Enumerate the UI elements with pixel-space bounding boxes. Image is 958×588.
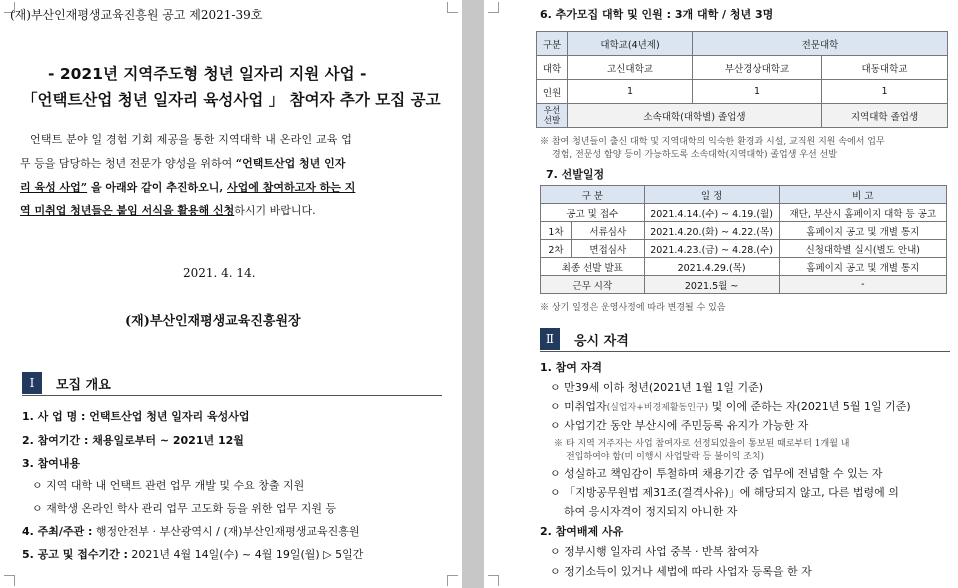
table-cell: 2021.4.14.(수) ~ 4.19.(월) bbox=[644, 204, 779, 222]
crop-mark bbox=[4, 575, 15, 586]
intro-line-4: 역 미취업 청년들은 붙임 서식을 활용해 신청하시기 바랍니다. bbox=[20, 204, 316, 217]
section-2-header bbox=[540, 328, 950, 350]
section-title: 모집 개요 bbox=[56, 377, 111, 393]
table-cell: 소속대학(대학별) 졸업생 bbox=[568, 104, 822, 128]
crop-mark bbox=[488, 575, 499, 586]
page-gap bbox=[462, 0, 484, 588]
section-number: Ⅰ bbox=[22, 372, 42, 394]
table-cell: 2021.5월 ~ bbox=[644, 276, 779, 294]
table-cell: 1 bbox=[693, 80, 822, 104]
table-header: 일 정 bbox=[644, 186, 779, 204]
eligibility-subtitle: 1. 참여 자격 bbox=[540, 361, 602, 374]
eligibility-bullet: ㅇ 성실하고 책임감이 투철하며 채용기간 중 업무에 전념할 수 있는 자 bbox=[550, 467, 883, 480]
table-cell: - bbox=[779, 276, 946, 294]
table-cell: 홈페이지 공고 및 개별 통지 bbox=[779, 258, 946, 276]
table-cell: 전문대학 bbox=[693, 32, 948, 56]
eligibility-bullet-cont: 하여 응시자격이 정지되지 아니한 자 bbox=[564, 505, 738, 518]
overview-item-3: 3. 참여내용 bbox=[22, 457, 81, 470]
intro-line-2: 무 등을 담당하는 청년 전문가 양성을 위하여 “언택트산업 청년 인자 bbox=[20, 157, 346, 170]
announcement-number: (재)부산인재평생교육진흥원 공고 제2021-39호 bbox=[10, 8, 263, 22]
eligibility-note: 전입하여야 함(미 이행시 사업탈락 등 불이익 조치) bbox=[566, 452, 765, 462]
eligibility-bullet: ㅇ 만39세 이하 청년(2021년 1월 1일 기준) bbox=[550, 381, 764, 394]
intro-line-1: 언택트 분야 일 경험 기회 제공을 통한 지역대학 내 온라인 교육 업 bbox=[30, 133, 353, 146]
table-cell: 인원 bbox=[537, 80, 568, 104]
crop-mark bbox=[488, 2, 499, 13]
doc-title-line1: - 2021년 지역주도형 청년 일자리 지원 사업 - bbox=[48, 65, 367, 83]
exclusion-subtitle: 2. 참여배제 사유 bbox=[540, 525, 624, 538]
schedule-title: 7. 선발일정 bbox=[546, 168, 605, 181]
eligibility-bullet: ㅇ 미취업자(실업자+비경제활동인구) 및 이에 준하는 자(2021년 5월 1일 기준) bbox=[550, 400, 911, 413]
overview-item-4: 4. 주최/주관 : 행정안전부 · 부산광역시 / (재)부산인재평생교육진흥원 bbox=[22, 525, 360, 538]
announcement-date: 2021. 4. 14. bbox=[183, 266, 256, 280]
table-cell: 고신대학교 bbox=[568, 56, 693, 80]
table-cell: 재단, 부산시 홈페이지 대학 등 공고 bbox=[779, 204, 946, 222]
exclusion-bullet: ㅇ 정부시행 일자리 사업 중복 · 반복 참여자 bbox=[550, 545, 759, 558]
schedule-table bbox=[540, 185, 947, 294]
section-1-header bbox=[22, 372, 442, 394]
doc-title-line2: 「언택트산업 청년 일자리 육성사업 」 참여자 추가 모집 공고 bbox=[22, 91, 441, 109]
table-cell: 대학교(4년제) bbox=[568, 32, 693, 56]
table-cell: 최종 선발 발표 bbox=[541, 258, 645, 276]
table-cell: 대학 bbox=[537, 56, 568, 80]
section-underline bbox=[540, 351, 950, 352]
crop-mark bbox=[447, 2, 458, 13]
overview-bullet: ㅇ 재학생 온라인 학사 관리 업무 고도화 등을 위한 업무 지원 등 bbox=[32, 502, 337, 515]
table-cell: 1차 bbox=[541, 222, 572, 240]
table-cell: 지역대학 졸업생 bbox=[822, 104, 948, 128]
table-cell: 대동대학교 bbox=[822, 56, 948, 80]
document-page-left bbox=[0, 0, 462, 588]
table-cell: 면접심사 bbox=[572, 240, 645, 258]
table-cell: 부산경상대학교 bbox=[693, 56, 822, 80]
section-title: 응시 자격 bbox=[574, 333, 629, 349]
eligibility-bullet: ㅇ 사업기간 동안 부산시에 주민등록 유지가 가능한 자 bbox=[550, 419, 809, 432]
eligibility-note: ※ 타 지역 거주자는 사업 참여자로 선정되었을이 통보된 때로부터 1개월 내 bbox=[554, 439, 850, 449]
table-cell: 1 bbox=[568, 80, 693, 104]
crop-mark bbox=[447, 575, 458, 586]
note-line: 경험, 전문성 함양 등이 가능하도록 소속대학(지역대학) 졸업생 우선 선발 bbox=[552, 150, 837, 160]
overview-item-2: 2. 참여기간 : 채용일로부터 ~ 2021년 12월 bbox=[22, 434, 244, 447]
table-cell: 2021.4.20.(화) ~ 4.22.(목) bbox=[644, 222, 779, 240]
table-cell: 우선 선발 bbox=[537, 104, 568, 128]
overview-bullet: ㅇ 지역 대학 내 언택트 관련 업무 개발 및 수요 창출 지원 bbox=[32, 479, 305, 492]
table-cell: 서류심사 bbox=[572, 222, 645, 240]
table-cell: 2021.4.23.(금) ~ 4.28.(수) bbox=[644, 240, 779, 258]
schedule-note: ※ 상기 일정은 운영사정에 따라 변경될 수 있음 bbox=[540, 303, 726, 313]
table-cell: 구분 bbox=[537, 32, 568, 56]
issuing-organization: (재)부산인재평생교육진흥원장 bbox=[125, 314, 301, 329]
recruit-universities-title: 6. 추가모집 대학 및 인원 : 3개 대학 / 청년 3명 bbox=[540, 8, 774, 21]
table-cell: 1 bbox=[822, 80, 948, 104]
table-cell: 2차 bbox=[541, 240, 572, 258]
section-underline bbox=[22, 395, 442, 396]
document-page-right bbox=[484, 0, 958, 588]
exclusion-bullet: ㅇ 정기소득이 있거나 세법에 따라 사업자 등록을 한 자 bbox=[550, 565, 812, 578]
intro-line-3: 리 육성 사업” 을 아래와 같이 추진하오니, 사업에 참여하고자 하는 지 bbox=[20, 181, 356, 194]
table-cell: 신청대학별 실시(별도 안내) bbox=[779, 240, 946, 258]
section-number: Ⅱ bbox=[540, 328, 560, 350]
eligibility-bullet: ㅇ 「지방공무원법 제31조(결격사유)」에 해당되지 않고, 다른 법령에 의 bbox=[550, 486, 899, 499]
overview-item-1: 1. 사 업 명 : 언택트산업 청년 일자리 육성사업 bbox=[22, 410, 250, 423]
universities-table bbox=[536, 31, 948, 128]
table-cell: 공고 및 접수 bbox=[541, 204, 645, 222]
table-cell: 근무 시작 bbox=[541, 276, 645, 294]
table-cell: 2021.4.29.(목) bbox=[644, 258, 779, 276]
table-header: 구 분 bbox=[541, 186, 645, 204]
overview-item-5: 5. 공고 및 접수기간 : 2021년 4월 14일(수) ~ 4월 19일(월) ▷ 5일간 bbox=[22, 548, 364, 561]
note-line: ※ 참여 청년들이 출신 대학 및 지역대학의 익숙한 환경과 시설, 교직원 지원 속에서 업무 bbox=[540, 137, 885, 147]
table-header: 비 고 bbox=[779, 186, 946, 204]
table-cell: 홈페이지 공고 및 개별 통지 bbox=[779, 222, 946, 240]
